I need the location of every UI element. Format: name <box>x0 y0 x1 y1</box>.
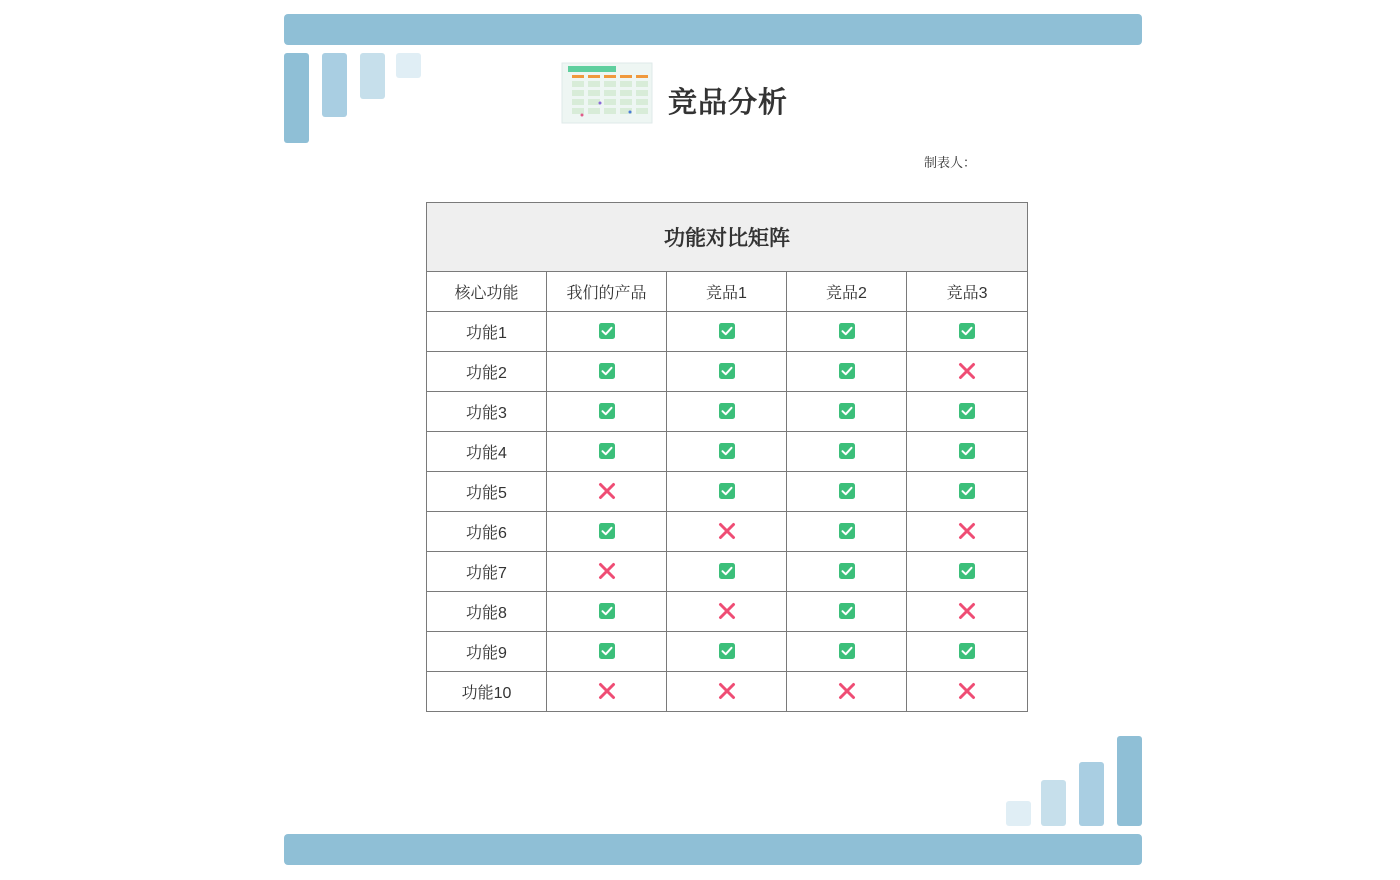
cross-mark-icon <box>958 682 976 700</box>
cross-mark-icon <box>958 362 976 380</box>
check-mark-icon <box>838 322 856 340</box>
check-mark-icon <box>838 442 856 460</box>
check-mark-icon <box>838 362 856 380</box>
check-mark-icon <box>838 522 856 540</box>
check-mark-icon <box>958 402 976 420</box>
check-mark-icon <box>958 442 976 460</box>
comparison-cell <box>547 512 667 552</box>
decorative-bar <box>1079 762 1104 826</box>
cross-mark-icon <box>958 522 976 540</box>
check-mark-icon <box>958 642 976 660</box>
comparison-cell <box>667 392 787 432</box>
check-mark-icon <box>598 522 616 540</box>
check-mark-icon <box>838 402 856 420</box>
column-header: 竞品1 <box>667 272 787 312</box>
comparison-cell <box>907 552 1028 592</box>
comparison-cell <box>787 472 907 512</box>
check-mark-icon <box>718 642 736 660</box>
comparison-cell <box>907 432 1028 472</box>
comparison-cell <box>907 352 1028 392</box>
table-row <box>427 592 1028 632</box>
decorative-bar <box>396 53 421 78</box>
comparison-cell <box>547 552 667 592</box>
check-mark-icon <box>598 642 616 660</box>
comparison-cell <box>547 472 667 512</box>
comparison-cell <box>667 592 787 632</box>
spreadsheet-illustration-icon <box>560 62 654 124</box>
check-mark-icon <box>958 562 976 580</box>
comparison-cell <box>907 592 1028 632</box>
decorative-bar <box>284 53 309 143</box>
comparison-cell <box>667 512 787 552</box>
check-mark-icon <box>838 602 856 620</box>
comparison-cell <box>907 512 1028 552</box>
comparison-cell <box>787 552 907 592</box>
comparison-cell <box>547 352 667 392</box>
column-header: 我们的产品 <box>547 272 667 312</box>
comparison-cell <box>907 392 1028 432</box>
comparison-cell <box>907 472 1028 512</box>
table-row <box>427 352 1028 392</box>
check-mark-icon <box>718 362 736 380</box>
comparison-cell <box>667 312 787 352</box>
decorative-bar <box>1117 736 1142 826</box>
comparison-cell <box>907 672 1028 712</box>
comparison-cell <box>787 392 907 432</box>
feature-name-cell: 功能4 <box>427 432 547 472</box>
comparison-cell <box>547 592 667 632</box>
comparison-cell <box>667 632 787 672</box>
feature-name-cell: 功能2 <box>427 352 547 392</box>
table-row <box>427 552 1028 592</box>
check-mark-icon <box>718 442 736 460</box>
check-mark-icon <box>838 562 856 580</box>
check-mark-icon <box>838 482 856 500</box>
comparison-cell <box>667 432 787 472</box>
column-header: 核心功能 <box>427 272 547 312</box>
comparison-cell <box>787 672 907 712</box>
table-row <box>427 392 1028 432</box>
top-decorative-band <box>284 14 1142 45</box>
cross-mark-icon <box>838 682 856 700</box>
cross-mark-icon <box>598 482 616 500</box>
comparison-cell <box>787 512 907 552</box>
comparison-cell <box>787 432 907 472</box>
check-mark-icon <box>598 602 616 620</box>
comparison-cell <box>787 592 907 632</box>
feature-name-cell: 功能6 <box>427 512 547 552</box>
check-mark-icon <box>598 322 616 340</box>
decorative-bar <box>1006 801 1031 826</box>
column-header: 竞品3 <box>907 272 1028 312</box>
check-mark-icon <box>718 482 736 500</box>
check-mark-icon <box>958 322 976 340</box>
comparison-cell <box>787 352 907 392</box>
column-header: 竞品2 <box>787 272 907 312</box>
comparison-cell <box>907 312 1028 352</box>
comparison-cell <box>547 392 667 432</box>
check-mark-icon <box>598 362 616 380</box>
comparison-cell <box>907 632 1028 672</box>
table-row <box>427 312 1028 352</box>
check-mark-icon <box>838 642 856 660</box>
cross-mark-icon <box>598 682 616 700</box>
comparison-cell <box>787 312 907 352</box>
comparison-cell <box>667 672 787 712</box>
feature-name-cell: 功能5 <box>427 472 547 512</box>
decorative-bar <box>1041 780 1066 826</box>
comparison-cell <box>547 632 667 672</box>
maker-label: 制表人： <box>924 155 977 170</box>
table-header-row <box>427 272 1028 312</box>
feature-name-cell: 功能9 <box>427 632 547 672</box>
table-row <box>427 432 1028 472</box>
check-mark-icon <box>718 322 736 340</box>
table-row <box>427 672 1028 712</box>
check-mark-icon <box>598 402 616 420</box>
comparison-cell <box>667 352 787 392</box>
table-caption: 功能对比矩阵 <box>427 203 1028 272</box>
cross-mark-icon <box>718 682 736 700</box>
table-row <box>427 472 1028 512</box>
cross-mark-icon <box>598 562 616 580</box>
table-row <box>427 512 1028 552</box>
bottom-decorative-band <box>284 834 1142 865</box>
cross-mark-icon <box>718 522 736 540</box>
feature-name-cell: 功能1 <box>427 312 547 352</box>
feature-name-cell: 功能3 <box>427 392 547 432</box>
feature-name-cell: 功能10 <box>427 672 547 712</box>
feature-comparison-table <box>426 202 1028 712</box>
cross-mark-icon <box>718 602 736 620</box>
feature-name-cell: 功能7 <box>427 552 547 592</box>
comparison-cell <box>667 472 787 512</box>
comparison-cell <box>547 672 667 712</box>
decorative-bar <box>322 53 347 117</box>
check-mark-icon <box>718 402 736 420</box>
cross-mark-icon <box>958 602 976 620</box>
comparison-cell <box>667 552 787 592</box>
decorative-bar <box>360 53 385 99</box>
page-title: 竞品分析 <box>668 87 789 119</box>
table-row <box>427 632 1028 672</box>
check-mark-icon <box>598 442 616 460</box>
comparison-cell <box>787 632 907 672</box>
check-mark-icon <box>718 562 736 580</box>
feature-name-cell: 功能8 <box>427 592 547 632</box>
check-mark-icon <box>958 482 976 500</box>
comparison-cell <box>547 432 667 472</box>
comparison-cell <box>547 312 667 352</box>
